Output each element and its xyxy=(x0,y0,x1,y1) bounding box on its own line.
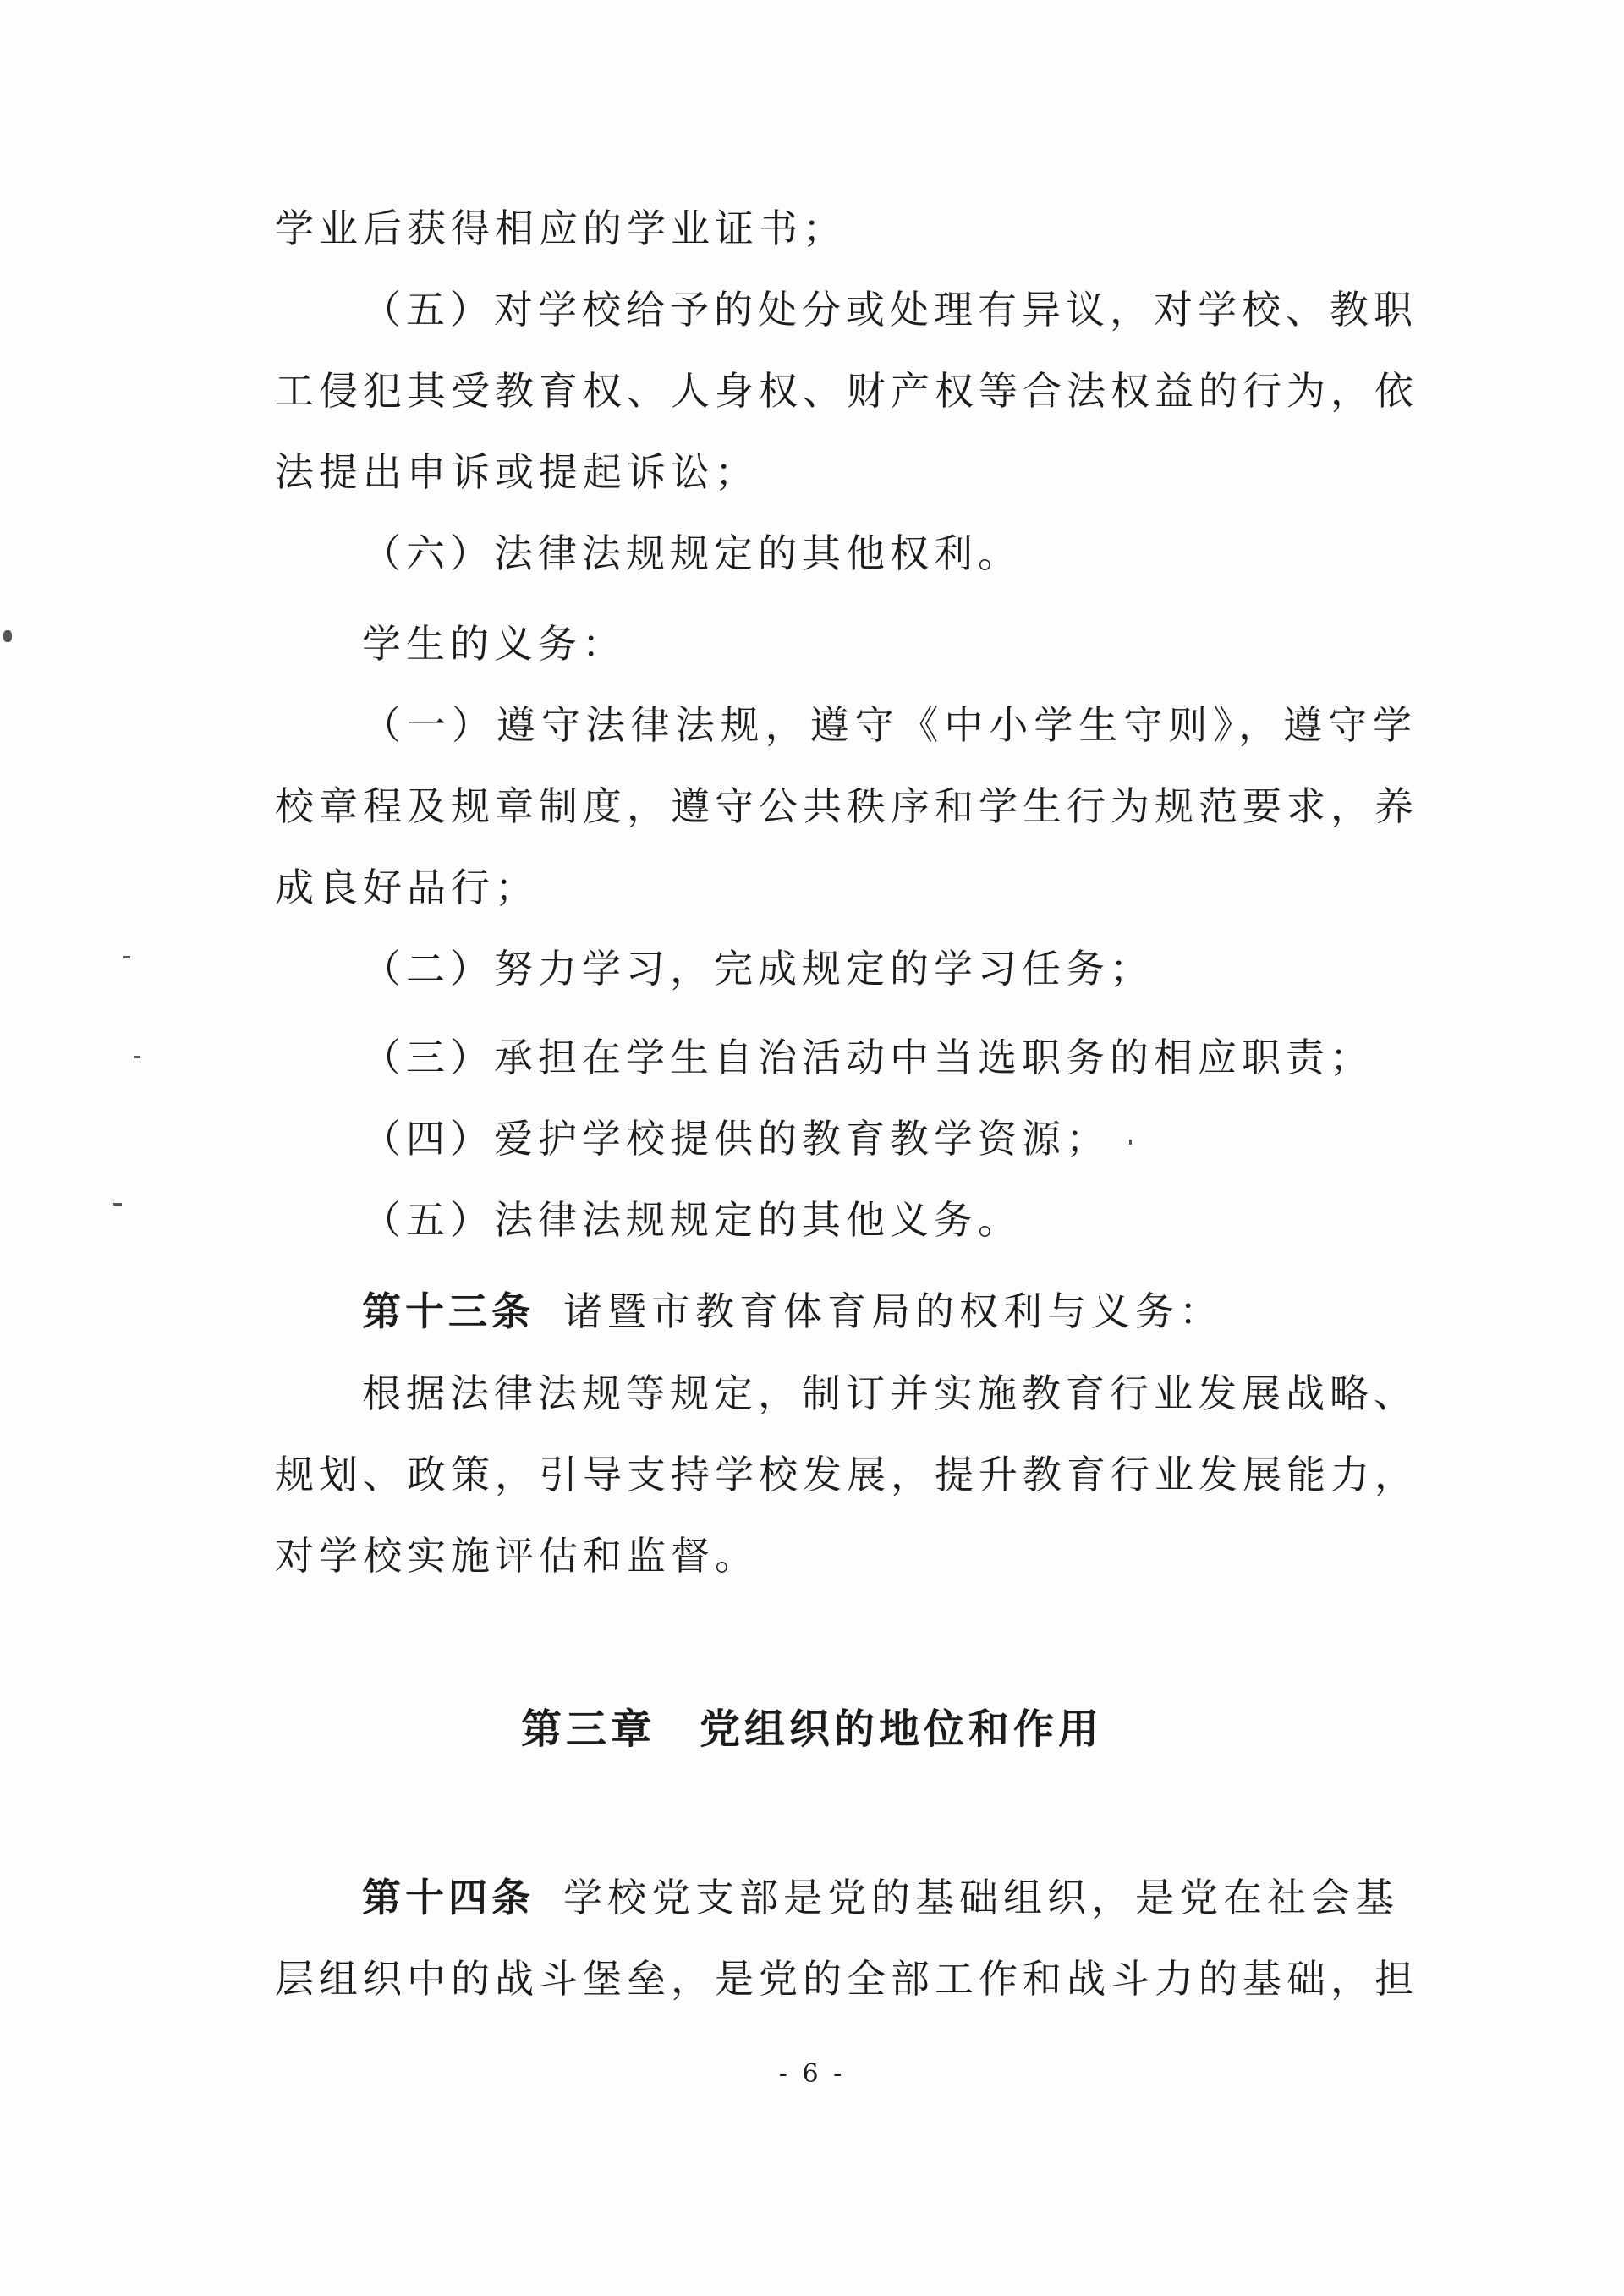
text-line: （三）承担在学生自治活动中当选职务的相应职责； xyxy=(362,1035,1374,1080)
text-line: （五）法律法规规定的其他义务。 xyxy=(362,1197,1022,1243)
scan-speck xyxy=(3,630,12,642)
text-line: （四）爱护学校提供的教育教学资源； xyxy=(362,1116,1110,1162)
article-13-label: 第十三条 xyxy=(362,1288,535,1334)
article-13-line xyxy=(362,1286,1417,1337)
article-14-text: 学校党支部是党的基础组织，是党在社会基 xyxy=(563,1875,1399,1920)
text-line: 层组织中的战斗堡垒，是党的全部工作和战斗力的基础，担 xyxy=(275,1956,1418,2002)
scan-speck xyxy=(134,1056,140,1058)
text-line: 规划、政策，引导支持学校发展，提升教育行业发展能力， xyxy=(275,1452,1418,1497)
text-line: （五）对学校给予的处分或处理有异议，对学校、教职 xyxy=(362,287,1418,332)
text-line: 学生的义务： xyxy=(362,621,626,667)
chapter-heading xyxy=(0,1702,1624,1756)
text-line: （六）法律法规规定的其他权利。 xyxy=(362,530,1022,576)
text-line: 学业后获得相应的学业证书； xyxy=(275,206,847,251)
text-line: 成良好品行； xyxy=(275,865,539,910)
article-14-line xyxy=(362,1872,1417,1923)
chapter-number: 第三章 xyxy=(520,1706,656,1753)
scan-speck xyxy=(113,1203,122,1206)
text-line: 根据法律法规等规定，制订并实施教育行业发展战略、 xyxy=(362,1370,1418,1416)
scan-speck xyxy=(1129,1140,1132,1145)
article-14-label: 第十四条 xyxy=(362,1875,535,1920)
text-line: 对学校实施评估和监督。 xyxy=(275,1533,759,1579)
text-line: （一）遵守法律法规，遵守《中小学生守则》，遵守学 xyxy=(362,702,1417,748)
text-line: （二）努力学习，完成规定的学习任务； xyxy=(362,946,1154,991)
text-line: 校章程及规章制度，遵守公共秩序和学生行为规范要求，养 xyxy=(275,783,1418,829)
scan-speck xyxy=(123,956,130,958)
text-line: 工侵犯其受教育权、人身权、财产权等合法权益的行为，依 xyxy=(275,368,1418,414)
chapter-title: 党组织的地位和作用 xyxy=(700,1706,1104,1753)
text-line: 法提出申诉或提起诉讼； xyxy=(275,449,759,495)
page-number: - 6 - xyxy=(778,2059,846,2089)
article-13-text: 诸暨市教育体育局的权利与义务： xyxy=(563,1288,1223,1334)
